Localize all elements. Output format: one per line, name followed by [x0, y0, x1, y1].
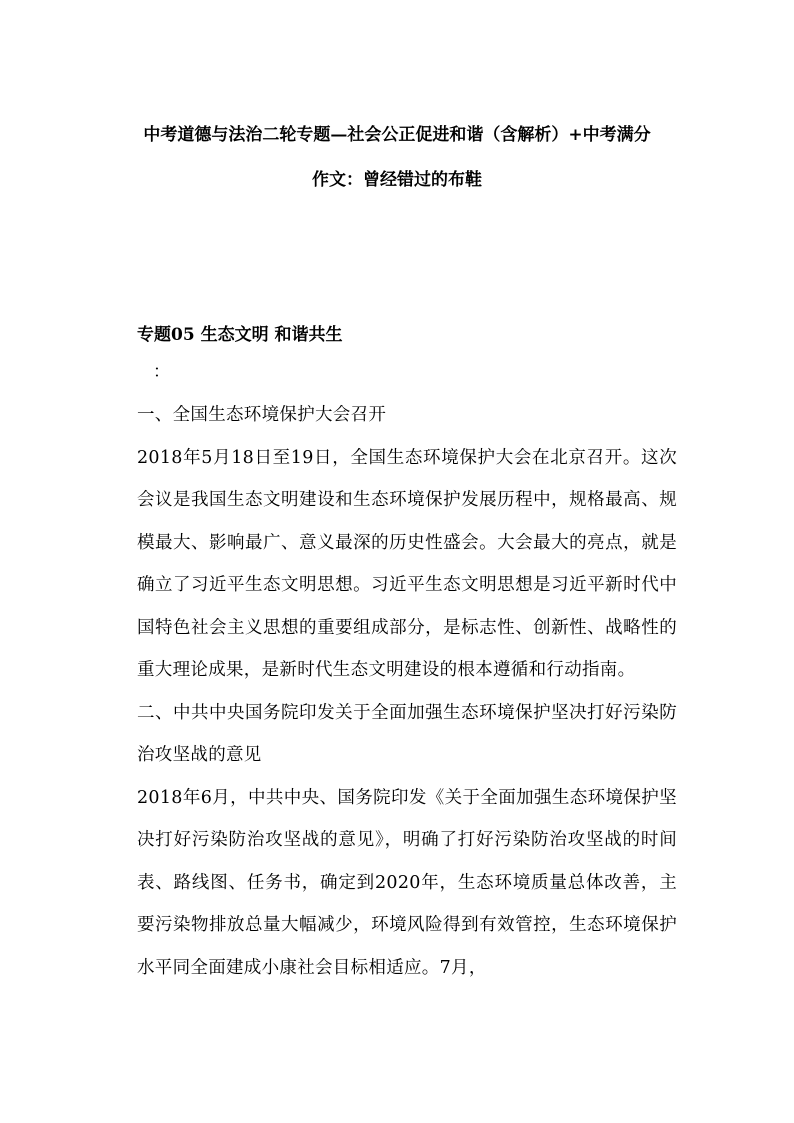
section-heading: 专题05 生态文明 和谐共生: [137, 325, 343, 345]
subheading-2: 二、中共中央国务院印发关于全面加强生态环境保护坚决打好污染防治攻坚战的意见: [137, 702, 677, 765]
document-title-line-1: 中考道德与法治二轮专题—社会公正促进和谐（含解析）+中考满分: [143, 125, 651, 145]
paragraph-1: 2018年5月18日至19日，全国生态环境保护大会在北京召开。这次会议是我国生态文明建设和生态环境保护发展历程中，规格最高、规模最大、影响最广、意义最深的历史性盛会。大会最大的亮点，就是确立了习近平生态文明思想。习近平生态文明思想是习近平新时代中国特色社会主义思想的重要组成部分，是标志性、创新性、战略性的重大理论成果，是新时代生态文明建设的根本遵循和行动指南。: [137, 447, 677, 680]
subheading-1: 一、全国生态环境保护大会召开: [137, 405, 387, 425]
colon-mark: ：: [153, 362, 170, 382]
document-title-line-2: 作文：曾经错过的布鞋: [312, 170, 482, 190]
paragraph-2: 2018年6月，中共中央、国务院印发《关于全面加强生态环境保护坚决打好污染防治攻坚战的意见》，明确了打好污染防治攻坚战的时间表、路线图、任务书，确定到2020年，生态环境质量总体改善，主要污染物排放总量大幅减少，环境风险得到有效管控，生态环境保护水平同全面建成小康社会目标相适应。7月，: [137, 787, 677, 978]
document-body: [137, 320, 677, 989]
